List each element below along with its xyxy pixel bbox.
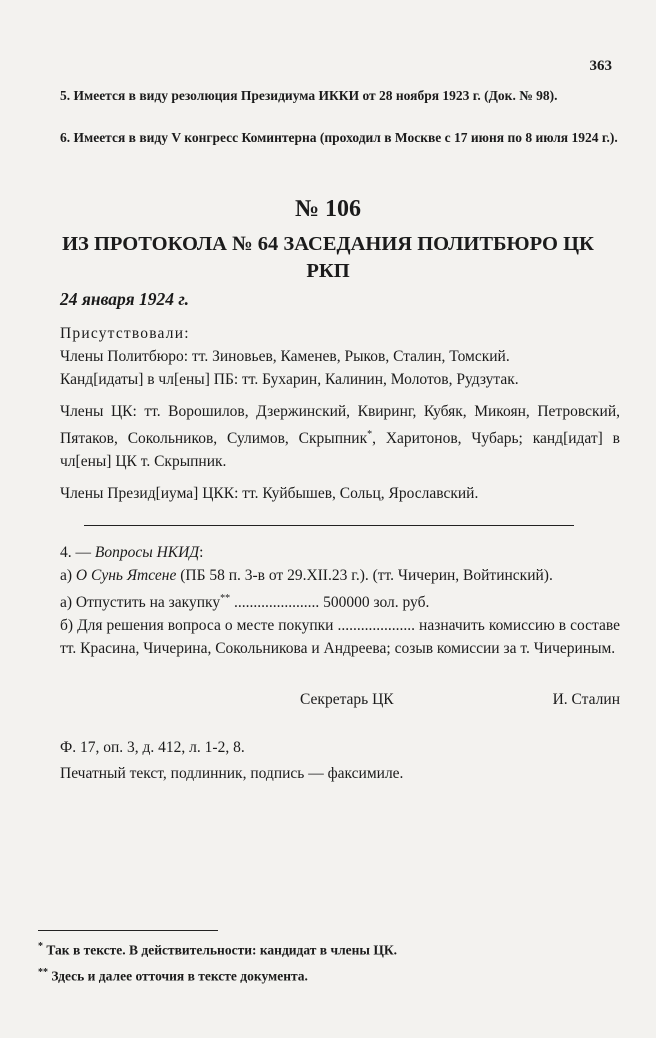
endnote-text: 6. Имеется в виду V конгресс Коминтерна (проходил в Москве с 17 июня по 8 июля 1924 г.). bbox=[60, 130, 618, 145]
footnote-text: Так в тексте. В действительности: кандидат в члены ЦК. bbox=[43, 942, 397, 958]
footnote-mark: ** bbox=[38, 966, 48, 978]
footnote-mark: * bbox=[38, 941, 43, 952]
archive-reference: Ф. 17, оп. 3, д. 412, л. 1-2, 8. bbox=[60, 739, 245, 756]
endnote-6 bbox=[60, 128, 620, 148]
item-number: 4. — bbox=[60, 544, 95, 561]
footnote-divider bbox=[38, 930, 218, 931]
decision-b: б) Для решения вопроса о месте покупки .................... назначить комиссию в составе тт. Красина, Чичерина, Сокольникова и Андреева; созыв комиссии за т. Чичериным. bbox=[60, 617, 620, 658]
attendance-label: Присутствовали: bbox=[60, 325, 190, 342]
document-title: ИЗ ПРОТОКОЛА № 64 ЗАСЕДАНИЯ ПОЛИТБЮРО ЦК РКП bbox=[62, 233, 594, 282]
footnote-1 bbox=[38, 936, 618, 962]
archive-info bbox=[60, 736, 620, 785]
footnote-marker: ** bbox=[220, 593, 231, 604]
cc-members-text-rest: , Харитонов, Чубарь; канд[идат] в чл[ены] ЦК т. Скрыпник. bbox=[60, 430, 620, 471]
decision-a-text: а) Отпустить на закупку bbox=[60, 594, 221, 612]
ckk-presidium-members: Члены Презид[иума] ЦКК: тт. Куйбышев, Сольц, Ярославский. bbox=[60, 485, 479, 503]
sub-item-prefix: а) bbox=[60, 567, 76, 584]
sub-item-title: О Сунь Ятсене bbox=[75, 567, 177, 584]
endnote-text: 5. Имеется в виду резолюция Президиума ИККИ от 28 ноября 1923 г. (Док. № 98). bbox=[60, 88, 558, 103]
politburo-candidates: Канд[идаты] в чл[ены] ПБ: тт. Бухарин, Калинин, Молотов, Рудзутак. bbox=[60, 371, 519, 388]
section-divider bbox=[84, 525, 574, 526]
item-heading bbox=[60, 541, 620, 564]
signature-name: И. Сталин bbox=[552, 691, 620, 708]
cc-members bbox=[60, 400, 620, 473]
cc-members-text: Члены ЦК: тт. Ворошилов, Дзержинский, Квиринг, Кубяк, Микоян, Петровский, Пятаков, Сокольников, Сулимов, Скрыпник bbox=[60, 403, 620, 448]
item-colon: : bbox=[199, 544, 204, 561]
archive-description: Печатный текст, подлинник, подпись — факсимиле. bbox=[60, 765, 404, 782]
endnote-5 bbox=[60, 86, 620, 106]
footnotes bbox=[38, 936, 618, 987]
decision-a-amount: 500000 зол. руб. bbox=[323, 594, 430, 612]
footnote-text: Здесь и далее отточия в тексте документа. bbox=[48, 968, 308, 983]
attendance-section bbox=[60, 322, 620, 505]
signature-role: Секретарь ЦК bbox=[300, 691, 394, 708]
agenda-item bbox=[60, 541, 620, 660]
politburo-members: Члены Политбюро: тт. Зиновьев, Каменев, Рыков, Сталин, Томский. bbox=[60, 348, 510, 365]
document-number: № 106 bbox=[294, 196, 362, 222]
page-number: 363 bbox=[589, 58, 612, 74]
sub-item-reference: (ПБ 58 п. 3-в от 29.XII.23 г.). (тт. Чичерин, Войтинский). bbox=[176, 567, 553, 584]
footnote-marker: * bbox=[367, 429, 373, 440]
document-date: 24 января 1924 г. bbox=[60, 289, 189, 309]
item-title: Вопросы НКИД bbox=[94, 544, 200, 561]
footnote-2 bbox=[38, 962, 618, 988]
sub-item-a bbox=[60, 564, 620, 587]
signature-line bbox=[300, 688, 620, 711]
decision-a-dots: ...................... bbox=[230, 594, 324, 612]
decision-a bbox=[60, 587, 620, 614]
